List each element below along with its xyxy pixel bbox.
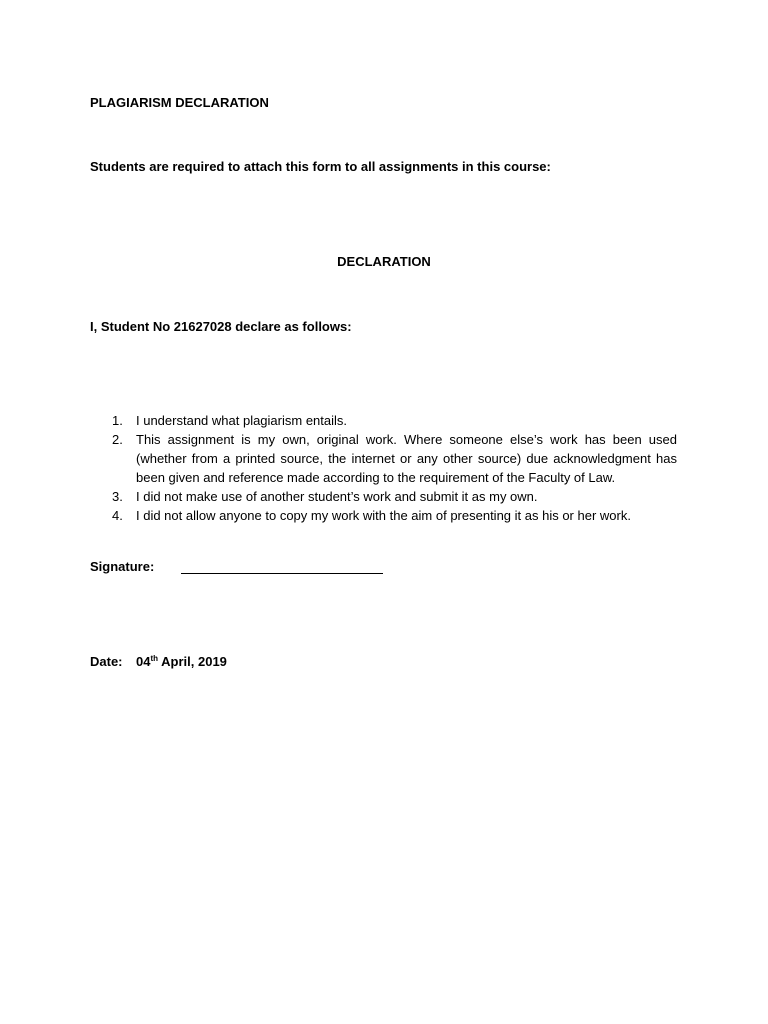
list-item-text: This assignment is my own, original work. Where someone else’s work has been used (whether from a printed source, the internet or any other source) due acknowledgment has been given and reference made according to the requirement of the Faculty of Law.	[136, 432, 677, 485]
list-item-number: 3.	[112, 489, 123, 504]
date-row	[90, 652, 227, 671]
list-item-text: I did not make use of another student’s work and submit it as my own.	[136, 489, 538, 504]
document-title: PLAGIARISM DECLARATION	[90, 95, 269, 110]
list-item	[90, 487, 677, 506]
list-item-number: 4.	[112, 508, 123, 523]
declaration-list	[90, 411, 677, 525]
list-item	[90, 411, 677, 430]
list-item-text: I understand what plagiarism entails.	[136, 413, 348, 428]
declaration-heading: DECLARATION	[337, 254, 431, 269]
date-label: Date:	[90, 654, 123, 669]
date-day: 04	[136, 654, 151, 669]
date-rest: April, 2019	[158, 654, 227, 669]
instruction-text: Students are required to attach this form to all assignments in this course:	[90, 159, 551, 174]
list-item-text: I did not allow anyone to copy my work with the aim of presenting it as his or her work.	[136, 508, 631, 523]
signature-label: Signature:	[90, 559, 155, 574]
list-item	[90, 506, 677, 525]
list-item-number: 1.	[112, 413, 123, 428]
date-suffix: th	[150, 654, 159, 663]
student-declaration-line: I, Student No 21627028 declare as follows:	[90, 319, 352, 334]
signature-line	[181, 573, 383, 574]
list-item	[90, 430, 677, 487]
list-item-number: 2.	[112, 432, 123, 447]
